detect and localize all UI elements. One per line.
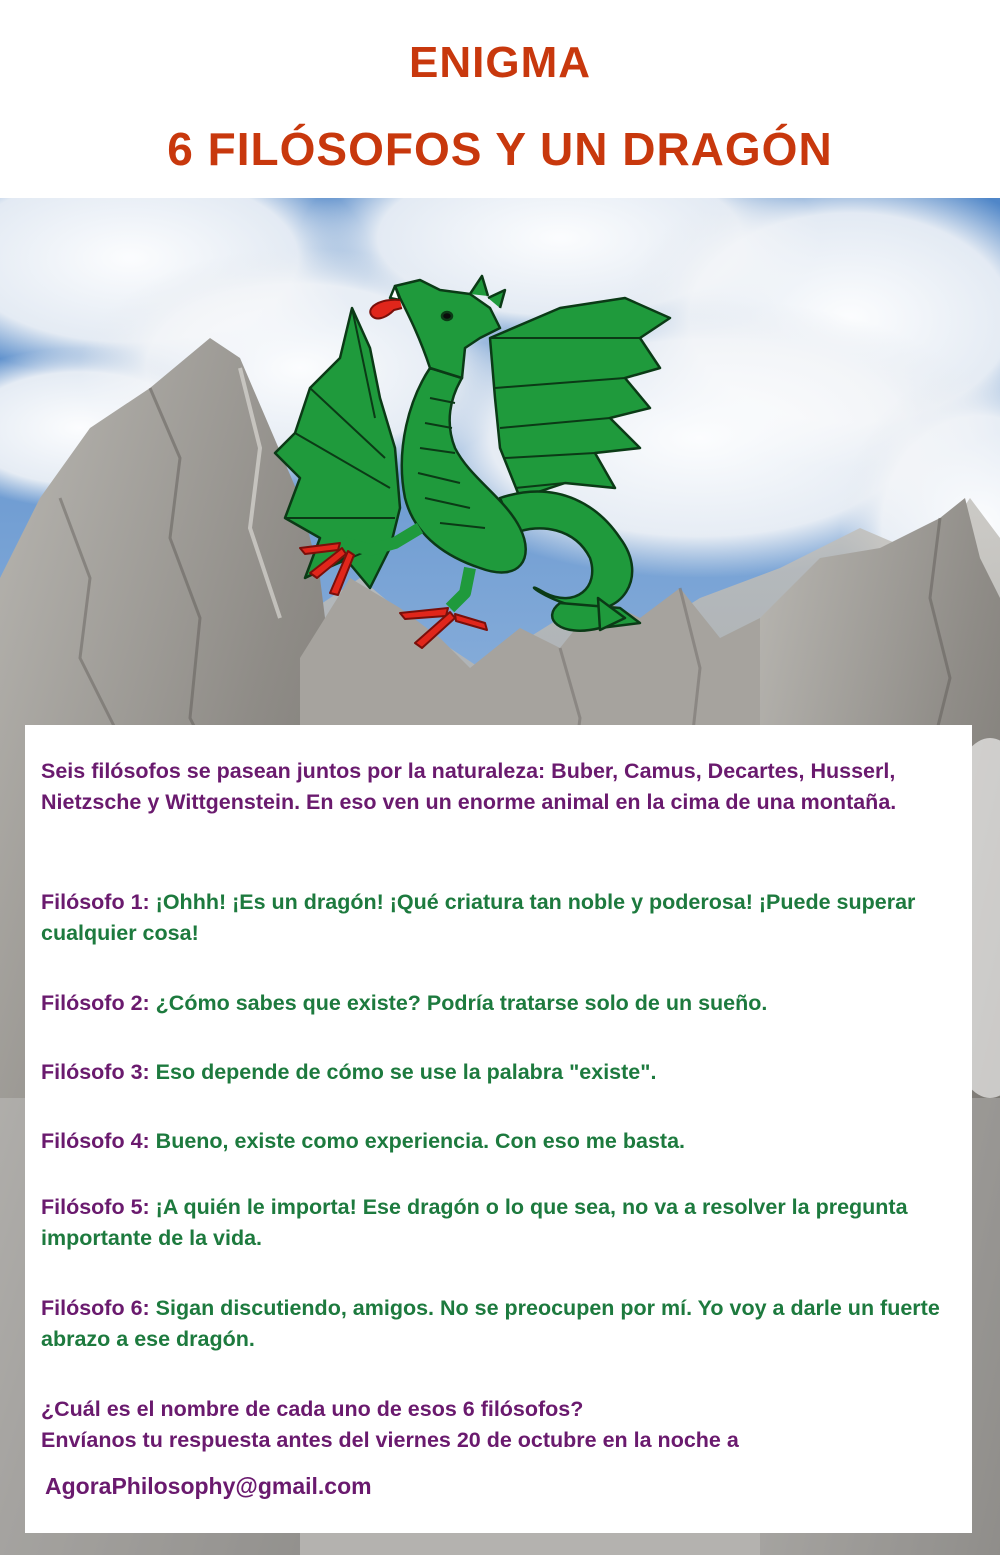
speaker-5-text: ¡A quién le importa! Ese dragón o lo que sea, no va a resolver la pregunta importante de la vida.: [41, 1195, 908, 1250]
contact-email-link[interactable]: AgoraPhilosophy@gmail.com: [45, 1473, 372, 1499]
speaker-2-label: Filósofo 2:: [41, 991, 150, 1015]
intro-paragraph: Seis filósofos se pasean juntos por la naturaleza: Buber, Camus, Decartes, Husserl, Nietzsche y Wittgenstein. En eso ven un enorme animal en la cima de una montaña.: [41, 759, 897, 814]
header: [0, 0, 1000, 198]
speaker-2-line: [41, 988, 966, 1019]
speaker-3-text: Eso depende de cómo se use la palabra "existe".: [155, 1060, 657, 1084]
page-subtitle: 6 FILÓSOFOS Y UN DRAGÓN: [167, 123, 833, 175]
question-text: ¿Cuál es el nombre de cada uno de esos 6 filósofos?: [41, 1397, 584, 1421]
speaker-4-label: Filósofo 4:: [41, 1129, 150, 1153]
speaker-6-label: Filósofo 6:: [41, 1296, 150, 1320]
speaker-6-line: [41, 1293, 966, 1355]
speaker-1-text: ¡Ohhh! ¡Es un dragón! ¡Qué criatura tan noble y poderosa! ¡Puede superar cualquier cosa!: [41, 890, 916, 945]
instruction-text: Envíanos tu respuesta antes del viernes 20 de octubre en la noche a: [41, 1428, 739, 1452]
speaker-1-line: [41, 887, 966, 949]
speaker-1-label: Filósofo 1:: [41, 890, 150, 914]
speaker-5-line: [41, 1192, 966, 1254]
puzzle-panel: [25, 725, 972, 1533]
speaker-4-text: Bueno, existe como experiencia. Con eso me basta.: [155, 1129, 685, 1153]
speaker-3-line: [41, 1057, 966, 1088]
speaker-4-line: [41, 1126, 966, 1157]
speaker-3-label: Filósofo 3:: [41, 1060, 150, 1084]
page-title: ENIGMA: [409, 38, 591, 87]
speaker-6-text: Sigan discutiendo, amigos. No se preocupen por mí. Yo voy a darle un fuerte abrazo a ese dragón.: [41, 1296, 940, 1351]
speaker-5-label: Filósofo 5:: [41, 1195, 150, 1219]
speaker-2-text: ¿Cómo sabes que existe? Podría tratarse solo de un sueño.: [155, 991, 768, 1015]
